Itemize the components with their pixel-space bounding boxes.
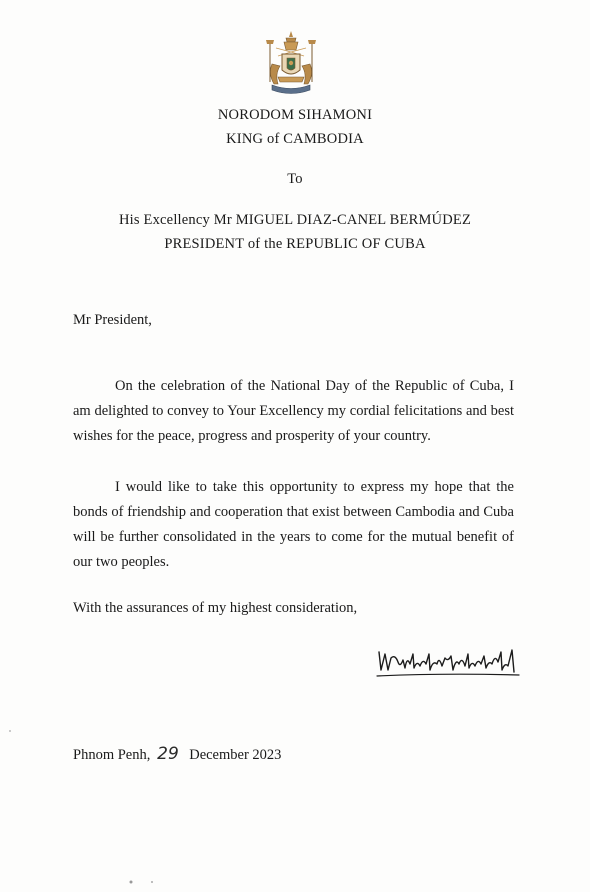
closing-line: With the assurances of my highest consideration, — [73, 600, 358, 616]
recipient-name: His Excellency Mr MIGUEL DIAZ-CANEL BERMÚDEZ — [118, 212, 472, 228]
date-day-handwritten: 29 — [157, 744, 179, 764]
date-line — [73, 744, 281, 764]
royal-coat-of-arms-icon — [260, 30, 322, 100]
recipient-title: PRESIDENT of the REPUBLIC OF CUBA — [164, 236, 426, 252]
to-label: To — [287, 171, 303, 187]
body-paragraph: On the celebration of the National Day of the Republic of Cuba, I am delighted to convey to Your Excellency my cordial felicitations and best wishes for the peace, progress and prosperity of your country. — [73, 378, 514, 444]
sender-title: KING of CAMBODIA — [226, 131, 364, 147]
handwritten-signature — [373, 640, 523, 680]
date-place: Phnom Penh, — [73, 747, 151, 763]
sender-name: NORODOM SIHAMONI — [217, 107, 373, 123]
date-month-year: December 2023 — [189, 747, 282, 763]
salutation: Mr President, — [73, 312, 152, 328]
body-paragraph: I would like to take this opportunity to express my hope that the bonds of friendship and cooperation that exist between Cambodia and Cuba will be further consolidated in the years to come for the mutual benefit of our two peoples. — [73, 479, 514, 570]
